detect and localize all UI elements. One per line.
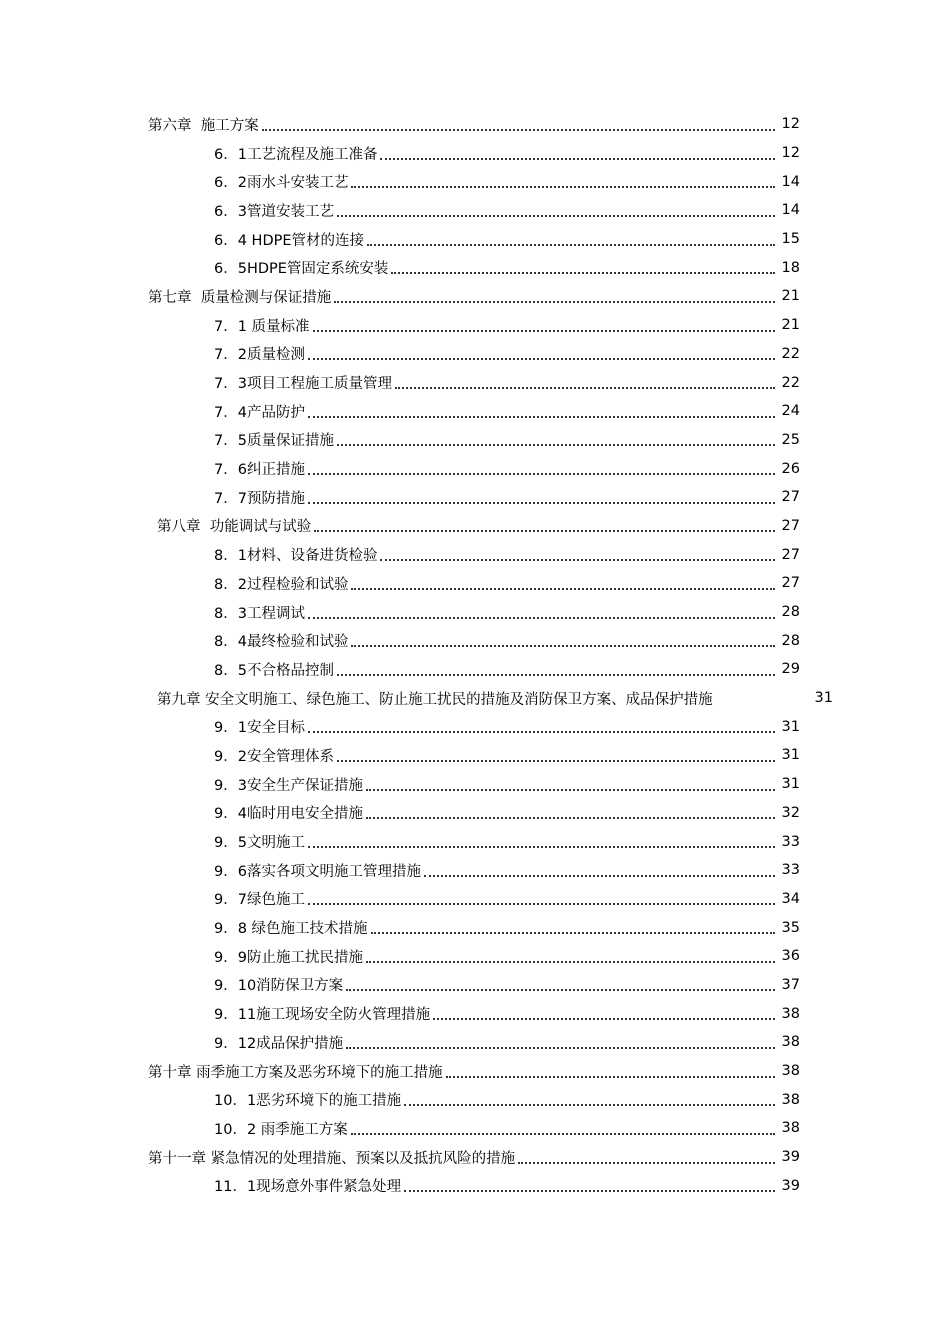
- toc-dot-leader: [366, 960, 775, 963]
- toc-dot-leader: [404, 1189, 775, 1192]
- toc-chapter-entry[interactable]: [0, 282, 950, 311]
- toc-dot-leader: [308, 902, 775, 905]
- toc-section-entry[interactable]: [0, 225, 950, 254]
- toc-dot-leader: [314, 529, 775, 532]
- toc-entry-title: 11．1现场意外事件紧急处理: [214, 1179, 402, 1196]
- toc-entry-title: 8．2过程检验和试验: [214, 576, 349, 593]
- toc-dot-leader: [313, 329, 775, 332]
- toc-section-entry[interactable]: [0, 483, 950, 512]
- toc-dot-leader: [346, 988, 775, 991]
- toc-page-number: 27: [781, 546, 800, 563]
- toc-section-entry[interactable]: [0, 139, 950, 168]
- toc-page-number: 34: [781, 890, 800, 907]
- toc-dot-leader: [308, 845, 775, 848]
- toc-dot-leader: [337, 759, 775, 762]
- toc-section-entry[interactable]: [0, 1028, 950, 1057]
- toc-dot-leader: [380, 157, 775, 160]
- toc-entry-title: 9．3安全生产保证措施: [214, 777, 363, 794]
- toc-entry-title: 7．6纠正措施: [214, 462, 305, 479]
- toc-page-number: 31: [814, 690, 833, 707]
- toc-dot-leader: [308, 616, 775, 619]
- toc-entry-title: 第六章 施工方案: [148, 117, 259, 134]
- toc-page-number: 24: [781, 403, 800, 420]
- toc-entry-title: 10．1恶劣环境下的施工措施: [214, 1093, 402, 1110]
- toc-page-number: 35: [781, 919, 800, 936]
- toc-section-entry[interactable]: [0, 540, 950, 569]
- toc-dot-leader: [366, 816, 775, 819]
- toc-page-number: 38: [781, 1120, 800, 1137]
- toc-section-entry[interactable]: [0, 971, 950, 1000]
- toc-page-number: 18: [781, 259, 800, 276]
- toc-chapter-entry[interactable]: [0, 512, 950, 541]
- toc-dot-leader: [380, 558, 775, 561]
- toc-page-number: 31: [781, 776, 800, 793]
- toc-page-number: 27: [781, 517, 800, 534]
- toc-dot-leader: [308, 472, 775, 475]
- toc-page-number: 38: [781, 1091, 800, 1108]
- toc-page-number: 31: [781, 747, 800, 764]
- toc-entry-title: 9．7绿色施工: [214, 892, 305, 909]
- toc-entry-title: 7．2质量检测: [214, 347, 305, 364]
- toc-section-entry[interactable]: [0, 196, 950, 225]
- toc-entry-title: 8．5不合格品控制: [214, 662, 334, 679]
- toc-section-entry[interactable]: [0, 397, 950, 426]
- toc-section-entry[interactable]: [0, 368, 950, 397]
- toc-entry-title: 6．4 HDPE管材的连接: [214, 232, 365, 249]
- toc-section-entry[interactable]: [0, 885, 950, 914]
- toc-dot-leader: [337, 443, 775, 446]
- toc-section-entry[interactable]: [0, 626, 950, 655]
- toc-entry-title: 7．4产品防护: [214, 404, 305, 421]
- toc-page-number: 39: [781, 1177, 800, 1194]
- toc-dot-leader: [351, 644, 775, 647]
- toc-page-number: 32: [781, 804, 800, 821]
- toc-dot-leader: [366, 788, 775, 791]
- toc-entry-title: 9．2安全管理体系: [214, 748, 334, 765]
- toc-entry-title: 10．2 雨季施工方案: [214, 1121, 348, 1138]
- toc-dot-leader: [308, 357, 775, 360]
- toc-section-entry[interactable]: [0, 454, 950, 483]
- toc-entry-title: 7．1 质量标准: [214, 318, 310, 335]
- toc-entry-title: 9．10消防保卫方案: [214, 978, 344, 995]
- toc-page-number: 25: [781, 431, 800, 448]
- toc-page-number: 26: [781, 460, 800, 477]
- toc-entry-title: 9．6落实各项文明施工管理措施: [214, 863, 421, 880]
- toc-entry-title: 第七章 质量检测与保证措施: [148, 289, 332, 306]
- toc-entry-title: 6．5HDPE管固定系统安装: [214, 261, 389, 278]
- toc-chapter-entry[interactable]: [0, 1143, 950, 1172]
- toc-dot-leader: [404, 1103, 775, 1106]
- toc-section-entry[interactable]: [0, 569, 950, 598]
- toc-section-entry[interactable]: [0, 340, 950, 369]
- table-of-contents: [0, 110, 950, 1200]
- toc-entry-title: 第十一章 紧急情况的处理措施、预案以及抵抗风险的措施: [148, 1150, 516, 1167]
- toc-entry-title: 9．9防止施工扰民措施: [214, 949, 363, 966]
- toc-entry-title: 9．11施工现场安全防火管理措施: [214, 1007, 431, 1024]
- toc-dot-leader: [424, 874, 775, 877]
- toc-dot-leader: [308, 730, 775, 733]
- toc-section-entry[interactable]: [0, 942, 950, 971]
- toc-page-number: 14: [781, 202, 800, 219]
- toc-section-entry[interactable]: [0, 253, 950, 282]
- toc-dot-leader: [351, 587, 775, 590]
- toc-section-entry[interactable]: [0, 712, 950, 741]
- toc-dot-leader: [391, 271, 775, 274]
- toc-entry-title: 9．4临时用电安全措施: [214, 806, 363, 823]
- toc-page-number: 22: [781, 374, 800, 391]
- toc-page-number: 37: [781, 976, 800, 993]
- toc-entry-title: 6．2雨水斗安装工艺: [214, 175, 349, 192]
- toc-dot-leader: [716, 703, 796, 704]
- toc-chapter-entry[interactable]: [0, 1057, 950, 1086]
- toc-entry-title: 9．12成品保护措施: [214, 1035, 344, 1052]
- toc-entry-title: 8．4最终检验和试验: [214, 634, 349, 651]
- toc-page-number: 29: [781, 661, 800, 678]
- toc-dot-leader: [351, 185, 775, 188]
- toc-dot-leader: [371, 931, 775, 934]
- toc-page-number: 39: [781, 1149, 800, 1166]
- toc-page-number: 28: [781, 604, 800, 621]
- toc-chapter-entry[interactable]: [0, 684, 950, 713]
- toc-section-entry[interactable]: [0, 655, 950, 684]
- toc-dot-leader: [518, 1161, 775, 1164]
- toc-dot-leader: [351, 1132, 775, 1135]
- toc-section-entry[interactable]: [0, 426, 950, 455]
- toc-dot-leader: [337, 673, 775, 676]
- toc-entry-title: 9．1安全目标: [214, 720, 305, 737]
- toc-dot-leader: [433, 1017, 775, 1020]
- toc-dot-leader: [308, 501, 775, 504]
- toc-dot-leader: [446, 1075, 775, 1078]
- toc-section-entry[interactable]: [0, 999, 950, 1028]
- toc-section-entry[interactable]: [0, 741, 950, 770]
- toc-entry-title: 第八章 功能调试与试验: [157, 519, 312, 536]
- toc-dot-leader: [334, 300, 775, 303]
- toc-section-entry[interactable]: [0, 311, 950, 340]
- toc-page-number: 27: [781, 575, 800, 592]
- toc-page-number: 14: [781, 173, 800, 190]
- toc-section-entry[interactable]: [0, 1085, 950, 1114]
- toc-page-number: 31: [781, 718, 800, 735]
- toc-section-entry[interactable]: [0, 167, 950, 196]
- toc-entry-title: 第九章 安全文明施工、绿色施工、防止施工扰民的措施及消防保卫方案、成品保护措施: [157, 691, 713, 708]
- toc-page-number: 12: [781, 116, 800, 133]
- toc-section-entry[interactable]: [0, 1114, 950, 1143]
- toc-section-entry[interactable]: [0, 827, 950, 856]
- toc-page-number: 36: [781, 948, 800, 965]
- toc-page-number: 38: [781, 1034, 800, 1051]
- toc-entry-title: 7．3项目工程施工质量管理: [214, 376, 392, 393]
- toc-entry-title: 8．1材料、设备进货检验: [214, 548, 378, 565]
- toc-entry-title: 6．3管道安装工艺: [214, 203, 334, 220]
- toc-entry-title: 6．1工艺流程及施工准备: [214, 146, 378, 163]
- toc-dot-leader: [367, 243, 775, 246]
- toc-page-number: 27: [781, 489, 800, 506]
- toc-page-number: 33: [781, 833, 800, 850]
- toc-page-number: 22: [781, 345, 800, 362]
- toc-page-number: 38: [781, 1005, 800, 1022]
- toc-page-number: 21: [781, 288, 800, 305]
- toc-dot-leader: [346, 1046, 775, 1049]
- toc-entry-title: 9．5文明施工: [214, 835, 305, 852]
- toc-page-number: 12: [781, 145, 800, 162]
- toc-page-number: 21: [781, 317, 800, 334]
- toc-page-number: 38: [781, 1063, 800, 1080]
- toc-section-entry[interactable]: [0, 770, 950, 799]
- toc-page-number: 15: [781, 231, 800, 248]
- toc-dot-leader: [262, 128, 775, 131]
- toc-section-entry[interactable]: [0, 1171, 950, 1200]
- toc-section-entry[interactable]: [0, 598, 950, 627]
- toc-entry-title: 第十章 雨季施工方案及恶劣环境下的施工措施: [148, 1064, 443, 1081]
- toc-entry-title: 8．3工程调试: [214, 605, 305, 622]
- toc-section-entry[interactable]: [0, 799, 950, 828]
- toc-section-entry[interactable]: [0, 913, 950, 942]
- toc-chapter-entry[interactable]: [0, 110, 950, 139]
- toc-entry-title: 9．8 绿色施工技术措施: [214, 921, 368, 938]
- toc-section-entry[interactable]: [0, 856, 950, 885]
- toc-dot-leader: [308, 415, 775, 418]
- toc-page-number: 33: [781, 862, 800, 879]
- toc-page-number: 28: [781, 632, 800, 649]
- toc-dot-leader: [395, 386, 775, 389]
- toc-entry-title: 7．7预防措施: [214, 490, 305, 507]
- toc-entry-title: 7．5质量保证措施: [214, 433, 334, 450]
- toc-dot-leader: [337, 214, 775, 217]
